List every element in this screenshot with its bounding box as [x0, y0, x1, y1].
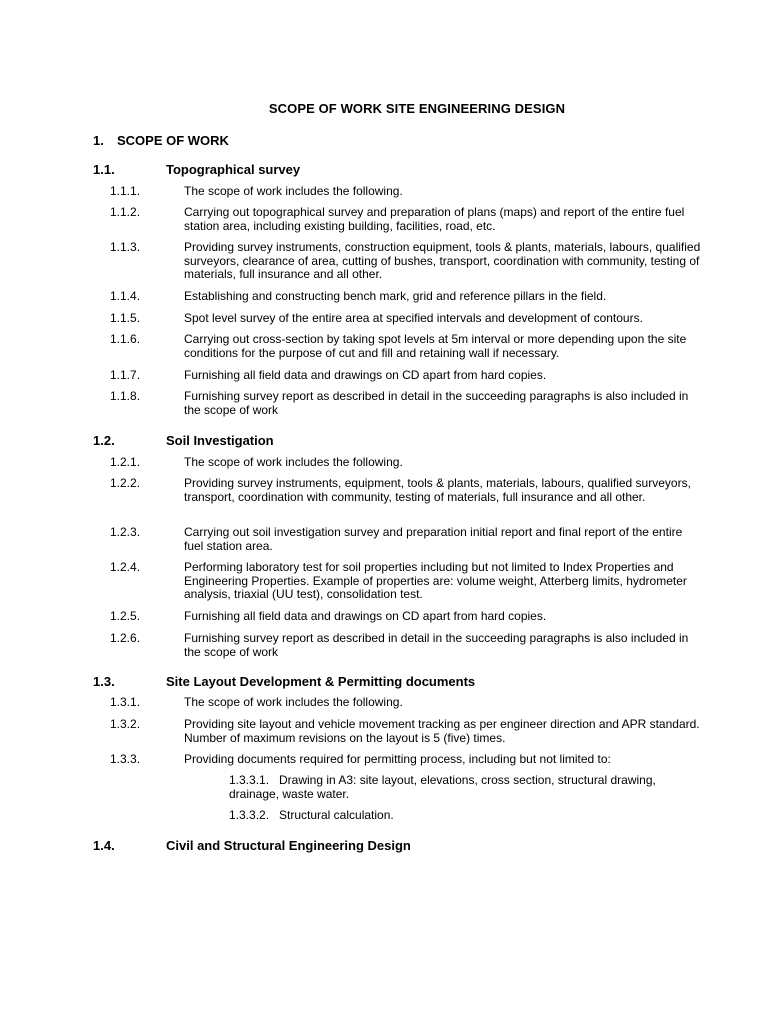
item-text: Furnishing all field data and drawings on CD apart from hard copies. — [184, 609, 547, 623]
item-number: 1.3.3. — [110, 752, 141, 766]
item-text: Carrying out cross-section by taking spot levels at 5m interval or more depending upon the site conditions for the purpose of cut and fill and retaining wall if necessary. — [184, 332, 687, 360]
item-text: Providing survey instruments, construction equipment, tools & plants, materials, labours, qualified surveyors, clearance of area, cutting of bushes, transport, coordination with community, testing of materials, full insurance and all other. — [184, 240, 701, 281]
section-label: SCOPE OF WORK — [117, 133, 229, 148]
subsection-label: Topographical survey — [166, 162, 301, 177]
item-number: 1.2.1. — [110, 455, 141, 469]
subsection-label: Civil and Structural Engineering Design — [166, 838, 411, 853]
item-text: Establishing and constructing bench mark, grid and reference pillars in the field. — [184, 289, 607, 303]
item-text: Performing laboratory test for soil properties including but not limited to Index Properties and Engineering Properties. Example of properties are: volume weight, Atterberg limits, hydrometer analysis, triaxial (UU test), consolidation test. — [184, 560, 687, 601]
item-number: 1.2.5. — [110, 609, 141, 623]
item-text: Carrying out soil investigation survey and preparation initial report and final report of the entire fuel station area. — [184, 525, 683, 553]
item-number: 1.2.4. — [110, 560, 141, 574]
item-text: Furnishing survey report as described in detail in the succeeding paragraphs is also included in the scope of work — [184, 389, 689, 417]
item-number: 1.1.7. — [110, 368, 141, 382]
subsection-label: Soil Investigation — [166, 433, 274, 448]
item-number: 1.1.6. — [110, 332, 141, 346]
item-text: Drawing in A3: site layout, elevations, cross section, structural drawing, drainage, waste water. — [229, 773, 656, 801]
item-number: 1.2.6. — [110, 631, 141, 645]
item-text: Providing site layout and vehicle movement tracking as per engineer direction and APR standard. Number of maximum revisions on the layout is 5 (five) times. — [184, 717, 700, 745]
section-number: 1. — [93, 133, 104, 148]
item-number: 1.1.8. — [110, 389, 141, 403]
item-number: 1.1.2. — [110, 205, 141, 219]
subsection-label: Site Layout Development & Permitting documents — [166, 674, 476, 689]
item-text: Providing survey instruments, equipment, tools & plants, materials, labours, qualified surveyors, transport, coordination with community, testing of materials, full insurance and all other. — [184, 476, 691, 504]
item-text: Furnishing survey report as described in detail in the succeeding paragraphs is also included in the scope of work — [184, 631, 689, 659]
item-number: 1.1.1. — [110, 184, 141, 198]
item-text: Carrying out topographical survey and preparation of plans (maps) and report of the entire fuel station area, including existing building, facilities, road, etc. — [184, 205, 685, 233]
item-text: Furnishing all field data and drawings on CD apart from hard copies. — [184, 368, 547, 382]
item-text: Structural calculation. — [279, 808, 394, 822]
item-number: 1.1.3. — [110, 240, 141, 254]
item-number: 1.1.4. — [110, 289, 141, 303]
item-text: Providing documents required for permitting process, including but not limited to: — [184, 752, 611, 766]
item-number: 1.2.2. — [110, 476, 141, 490]
document-title: SCOPE OF WORK SITE ENGINEERING DESIGN — [268, 101, 566, 116]
subsection-number: 1.1. — [93, 162, 115, 177]
item-number: 1.3.2. — [110, 717, 141, 731]
item-text: The scope of work includes the following. — [184, 184, 403, 198]
sub-list-item — [229, 809, 699, 823]
item-number: 1.3.3.2. — [229, 808, 270, 822]
item-text: The scope of work includes the following. — [184, 695, 403, 709]
item-text: The scope of work includes the following. — [184, 455, 403, 469]
item-text: Spot level survey of the entire area at specified intervals and development of contours. — [184, 311, 643, 325]
item-number: 1.2.3. — [110, 525, 141, 539]
subsection-number: 1.2. — [93, 433, 115, 448]
subsection-number: 1.4. — [93, 838, 115, 853]
sub-list-item — [229, 774, 699, 801]
item-number: 1.1.5. — [110, 311, 141, 325]
item-number: 1.3.1. — [110, 695, 141, 709]
subsection-number: 1.3. — [93, 674, 115, 689]
section-heading — [93, 133, 229, 148]
item-number: 1.3.3.1. — [229, 773, 270, 787]
